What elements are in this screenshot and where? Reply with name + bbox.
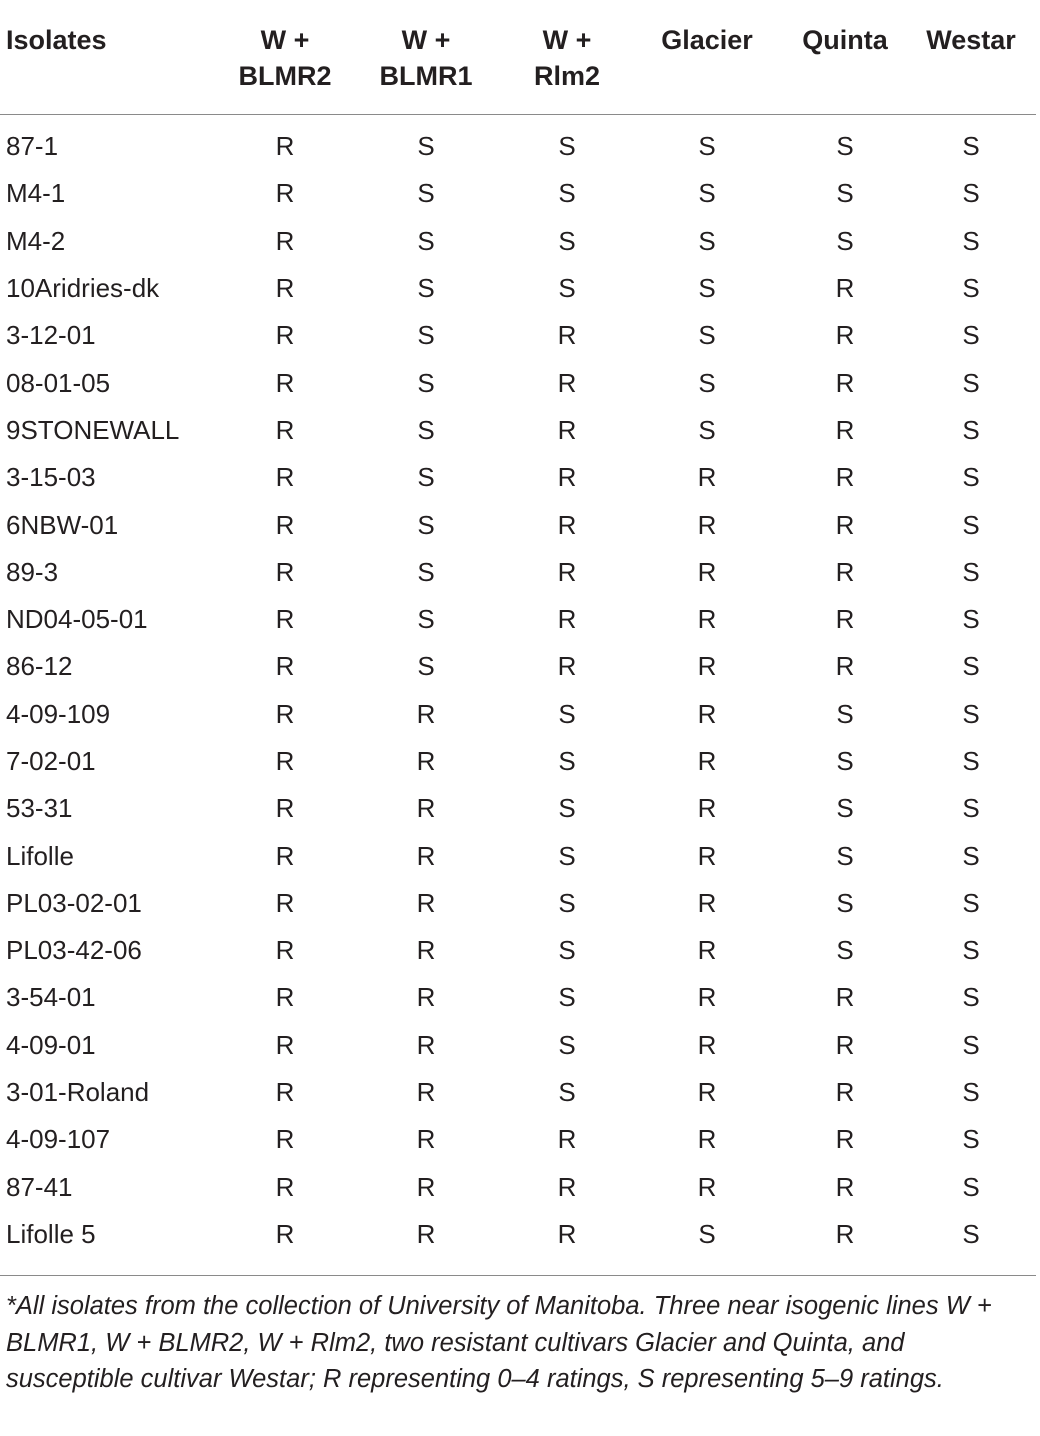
table-row — [0, 1211, 1036, 1272]
reaction-cell-glacier: R — [697, 887, 717, 918]
table-row — [0, 1069, 1036, 1116]
reaction-cell-quinta: R — [835, 509, 855, 540]
isolate-name-cell: 9STONEWALL — [6, 414, 180, 445]
reaction-cell-w-blmr2: R — [275, 462, 295, 493]
reaction-cell-w-blmr2: R — [275, 225, 295, 256]
reaction-cell-quinta: S — [836, 225, 854, 256]
reaction-cell-quinta: R — [835, 1218, 855, 1249]
reaction-cell-quinta: R — [835, 320, 855, 351]
column-header-line: W + — [260, 25, 310, 55]
reaction-cell-w-blmr1: S — [417, 178, 435, 209]
table-row — [0, 691, 1036, 738]
reaction-cell-w-rlm2: R — [557, 651, 577, 682]
reaction-cell-w-blmr2: R — [275, 367, 295, 398]
reaction-cell-westar: S — [962, 604, 980, 635]
table-row — [0, 1116, 1036, 1163]
table-bottom-rule — [0, 1275, 1036, 1276]
reaction-cell-glacier: R — [697, 935, 717, 966]
reaction-cell-w-rlm2: S — [558, 887, 576, 918]
reaction-cell-glacier: R — [697, 1124, 717, 1155]
reaction-cell-glacier: R — [697, 840, 717, 871]
reaction-cell-glacier: S — [698, 225, 716, 256]
header-row — [0, 0, 1036, 115]
reaction-cell-w-blmr2: R — [275, 556, 295, 587]
reaction-cell-westar: S — [962, 367, 980, 398]
reaction-cell-w-blmr1: R — [416, 698, 436, 729]
reaction-cell-w-blmr1: R — [416, 840, 436, 871]
reaction-cell-westar: S — [962, 746, 980, 776]
isolate-name-cell: M4-2 — [6, 225, 66, 256]
reaction-cell-w-rlm2: S — [558, 131, 576, 162]
reaction-cell-w-blmr2: R — [275, 840, 295, 871]
reaction-cell-quinta: R — [835, 604, 855, 635]
reaction-cell-glacier: R — [697, 746, 717, 776]
reaction-cell-quinta: R — [835, 1171, 855, 1202]
reaction-cell-quinta: S — [836, 746, 854, 776]
isolate-name-cell: PL03-42-06 — [6, 935, 142, 966]
reaction-cell-quinta: R — [835, 1077, 855, 1108]
column-header-line: Quinta — [802, 25, 888, 55]
reaction-cell-glacier: R — [697, 604, 717, 635]
reaction-cell-w-blmr2: R — [275, 509, 295, 540]
reaction-cell-quinta: R — [835, 462, 855, 493]
reaction-cell-glacier: S — [698, 131, 716, 162]
reaction-cell-w-blmr2: R — [275, 1124, 295, 1155]
reaction-cell-westar: S — [962, 225, 980, 256]
isolate-name-cell: 4-09-01 — [6, 1029, 96, 1060]
reaction-cell-quinta: R — [835, 367, 855, 398]
reaction-cell-westar: S — [962, 651, 980, 682]
reaction-cell-w-blmr1: R — [416, 1218, 436, 1249]
column-header-line: Isolates — [6, 25, 107, 55]
reaction-cell-westar: S — [962, 887, 980, 918]
reaction-cell-glacier: R — [697, 509, 717, 540]
table-row — [0, 785, 1036, 832]
reaction-cell-w-blmr1: R — [416, 746, 436, 776]
reaction-cell-w-blmr1: S — [417, 320, 435, 351]
reaction-cell-westar: S — [962, 131, 980, 162]
isolate-name-cell: ND04-05-01 — [6, 604, 148, 635]
reaction-cell-w-blmr1: R — [416, 887, 436, 918]
reaction-cell-w-blmr1: R — [416, 1029, 436, 1060]
reaction-cell-quinta: R — [835, 273, 855, 304]
reaction-cell-w-blmr1: S — [417, 509, 435, 540]
reaction-cell-glacier: R — [697, 1171, 717, 1202]
reaction-cell-glacier: R — [697, 1029, 717, 1060]
reaction-cell-w-blmr1: R — [416, 1171, 436, 1202]
reaction-cell-w-rlm2: S — [558, 225, 576, 256]
reaction-cell-w-blmr1: S — [417, 273, 435, 304]
table-body — [0, 115, 1036, 1273]
isolate-name-cell: 4-09-109 — [6, 698, 111, 729]
table-row — [0, 927, 1036, 974]
reaction-cell-westar: S — [962, 462, 980, 493]
reaction-cell-quinta: S — [836, 887, 854, 918]
table-row — [0, 832, 1036, 879]
table-row — [0, 501, 1036, 548]
table-row — [0, 312, 1036, 359]
column-header-w-blmr2 — [222, 0, 348, 115]
reaction-cell-westar: S — [962, 1171, 980, 1202]
isolate-name-cell: Lifolle — [6, 840, 74, 871]
isolate-name-cell: 3-54-01 — [6, 982, 96, 1013]
table-row — [0, 880, 1036, 927]
reaction-cell-quinta: R — [835, 556, 855, 587]
reaction-cell-w-rlm2: S — [558, 793, 576, 824]
reaction-cell-w-blmr1: S — [417, 651, 435, 682]
table-row — [0, 115, 1036, 171]
reaction-cell-glacier: R — [697, 462, 717, 493]
reaction-cell-w-blmr1: R — [416, 935, 436, 966]
reaction-cell-w-rlm2: R — [557, 414, 577, 445]
isolate-name-cell: 87-41 — [6, 1171, 73, 1202]
reaction-cell-w-blmr2: R — [275, 320, 295, 351]
isolate-name-cell: 3-12-01 — [6, 320, 96, 351]
reaction-cell-westar: S — [962, 556, 980, 587]
isolate-name-cell: 3-15-03 — [6, 462, 96, 493]
reaction-cell-w-blmr1: S — [417, 556, 435, 587]
table-row — [0, 1164, 1036, 1211]
reaction-cell-w-blmr2: R — [275, 935, 295, 966]
reaction-cell-westar: S — [962, 178, 980, 209]
isolate-name-cell: 08-01-05 — [6, 367, 111, 398]
reaction-cell-quinta: S — [836, 178, 854, 209]
isolate-name-cell: 3-01-Roland — [6, 1077, 150, 1108]
column-header-line: W + — [542, 25, 592, 55]
reaction-cell-glacier: S — [698, 320, 716, 351]
reaction-cell-w-blmr1: S — [417, 414, 435, 445]
reaction-cell-w-blmr2: R — [275, 887, 295, 918]
reaction-cell-glacier: R — [697, 556, 717, 587]
reaction-cell-w-blmr1: S — [417, 367, 435, 398]
table-row — [0, 170, 1036, 217]
reaction-cell-glacier: S — [698, 273, 716, 304]
table-row — [0, 643, 1036, 690]
isolate-name-cell: 86-12 — [6, 651, 73, 682]
reaction-cell-quinta: S — [836, 698, 854, 729]
table-row — [0, 1022, 1036, 1069]
reaction-cell-glacier: S — [698, 1218, 716, 1249]
reaction-cell-quinta: R — [835, 1124, 855, 1155]
reaction-cell-glacier: S — [698, 367, 716, 398]
table-row — [0, 974, 1036, 1021]
reaction-cell-w-rlm2: R — [557, 556, 577, 587]
isolate-name-cell: PL03-02-01 — [6, 887, 142, 918]
reaction-cell-quinta: R — [835, 651, 855, 682]
reaction-cell-w-blmr2: R — [275, 1077, 295, 1108]
reaction-cell-w-blmr1: R — [416, 982, 436, 1013]
reaction-cell-w-rlm2: S — [558, 698, 576, 729]
column-header-quinta — [784, 0, 906, 115]
reaction-cell-quinta: S — [836, 131, 854, 162]
reaction-cell-w-blmr1: S — [417, 225, 435, 256]
column-header-westar — [906, 0, 1036, 115]
isolate-name-cell: 87-1 — [6, 131, 59, 162]
reaction-cell-quinta: S — [836, 935, 854, 966]
reaction-cell-w-rlm2: S — [558, 1077, 576, 1108]
reaction-cell-w-blmr2: R — [275, 698, 295, 729]
reaction-cell-w-blmr2: R — [275, 1218, 295, 1249]
reaction-cell-w-rlm2: R — [557, 320, 577, 351]
reaction-cell-w-rlm2: R — [557, 462, 577, 493]
table-header — [0, 0, 1036, 115]
isolate-name-cell: 6NBW-01 — [6, 509, 119, 540]
isolate-name-cell: 53-31 — [6, 793, 73, 824]
reaction-cell-quinta: S — [836, 840, 854, 871]
reaction-cell-w-rlm2: R — [557, 367, 577, 398]
reaction-cell-w-blmr2: R — [275, 793, 295, 824]
reaction-cell-w-rlm2: R — [557, 1218, 577, 1249]
isolate-name-cell: 10Aridries-dk — [6, 273, 160, 304]
reaction-cell-w-rlm2: S — [558, 178, 576, 209]
reaction-cell-glacier: S — [698, 414, 716, 445]
reaction-cell-w-rlm2: S — [558, 935, 576, 966]
reaction-cell-westar: S — [962, 273, 980, 304]
reaction-cell-w-rlm2: S — [558, 746, 576, 776]
reaction-cell-w-blmr2: R — [275, 604, 295, 635]
reaction-cell-w-blmr1: S — [417, 131, 435, 162]
table-row — [0, 218, 1036, 265]
reaction-cell-glacier: R — [697, 651, 717, 682]
table-row — [0, 359, 1036, 406]
reaction-cell-w-rlm2: R — [557, 509, 577, 540]
isolate-name-cell: M4-1 — [6, 178, 66, 209]
reaction-cell-w-blmr2: R — [275, 178, 295, 209]
reaction-cell-w-blmr2: R — [275, 982, 295, 1013]
column-header-line: Westar — [926, 25, 1016, 55]
column-header-line: Glacier — [661, 25, 753, 55]
column-header-line: Rlm2 — [533, 61, 601, 91]
reaction-cell-w-blmr2: R — [275, 651, 295, 682]
reaction-cell-w-rlm2: R — [557, 1124, 577, 1155]
reaction-cell-quinta: S — [836, 793, 854, 824]
column-header-line: BLMR1 — [379, 61, 473, 91]
reaction-cell-w-blmr2: R — [275, 1171, 295, 1202]
reaction-cell-w-rlm2: R — [557, 604, 577, 635]
column-header-isolates — [0, 0, 222, 115]
reaction-cell-w-blmr1: R — [416, 1077, 436, 1108]
reaction-cell-westar: S — [962, 1029, 980, 1060]
table-row — [0, 738, 1036, 785]
reaction-cell-glacier: S — [698, 178, 716, 209]
reaction-cell-w-rlm2: S — [558, 273, 576, 304]
reaction-cell-westar: S — [962, 414, 980, 445]
reaction-cell-w-blmr2: R — [275, 746, 295, 776]
reaction-cell-westar: S — [962, 698, 980, 729]
reaction-cell-westar: S — [962, 982, 980, 1013]
isolate-name-cell: 7-02-01 — [6, 746, 96, 776]
table-footnote: *All isolates from the collection of University of Manitoba. Three near isogenic lines W + BLMR1, W + BLMR2, W + Rlm2, two resistant cultivars Glacier and Quinta, and susceptible cultivar Westar; R representing 0–4 ratings, S representing 5–9 ratings. — [6, 1292, 992, 1393]
reaction-cell-glacier: R — [697, 793, 717, 824]
isolate-name-cell: 89-3 — [6, 556, 59, 587]
reaction-cell-w-blmr2: R — [275, 414, 295, 445]
table-row — [0, 549, 1036, 596]
table-row — [0, 265, 1036, 312]
column-header-glacier — [630, 0, 784, 115]
reaction-cell-glacier: R — [697, 1077, 717, 1108]
reaction-cell-quinta: R — [835, 1029, 855, 1060]
reaction-cell-westar: S — [962, 935, 980, 966]
reaction-cell-quinta: R — [835, 414, 855, 445]
reaction-cell-w-blmr2: R — [275, 273, 295, 304]
reaction-cell-w-blmr1: R — [416, 1124, 436, 1155]
reaction-cell-w-blmr1: R — [416, 793, 436, 824]
reaction-cell-quinta: R — [835, 982, 855, 1013]
reaction-cell-w-rlm2: S — [558, 1029, 576, 1060]
reaction-cell-westar: S — [962, 1218, 980, 1249]
reaction-cell-westar: S — [962, 320, 980, 351]
reaction-cell-glacier: R — [697, 982, 717, 1013]
reaction-cell-westar: S — [962, 840, 980, 871]
reaction-cell-westar: S — [962, 1077, 980, 1108]
reaction-cell-w-blmr2: R — [275, 131, 295, 162]
isolate-name-cell: 4-09-107 — [6, 1124, 111, 1155]
reaction-cell-w-rlm2: S — [558, 982, 576, 1013]
reaction-cell-westar: S — [962, 1124, 980, 1155]
table-row — [0, 454, 1036, 501]
column-header-w-blmr1 — [348, 0, 504, 115]
table-row — [0, 596, 1036, 643]
isolate-name-cell: Lifolle 5 — [6, 1218, 96, 1249]
table-row — [0, 407, 1036, 454]
column-header-line: W + — [401, 25, 451, 55]
reaction-cell-w-blmr1: S — [417, 604, 435, 635]
column-header-line: BLMR2 — [238, 61, 332, 91]
reaction-cell-w-rlm2: S — [558, 840, 576, 871]
reaction-cell-westar: S — [962, 793, 980, 824]
column-header-w-rlm2 — [504, 0, 630, 115]
reaction-cell-w-blmr2: R — [275, 1029, 295, 1060]
reaction-cell-w-blmr1: S — [417, 462, 435, 493]
reaction-cell-westar: S — [962, 509, 980, 540]
reaction-cell-glacier: R — [697, 698, 717, 729]
reaction-cell-w-rlm2: R — [557, 1171, 577, 1202]
